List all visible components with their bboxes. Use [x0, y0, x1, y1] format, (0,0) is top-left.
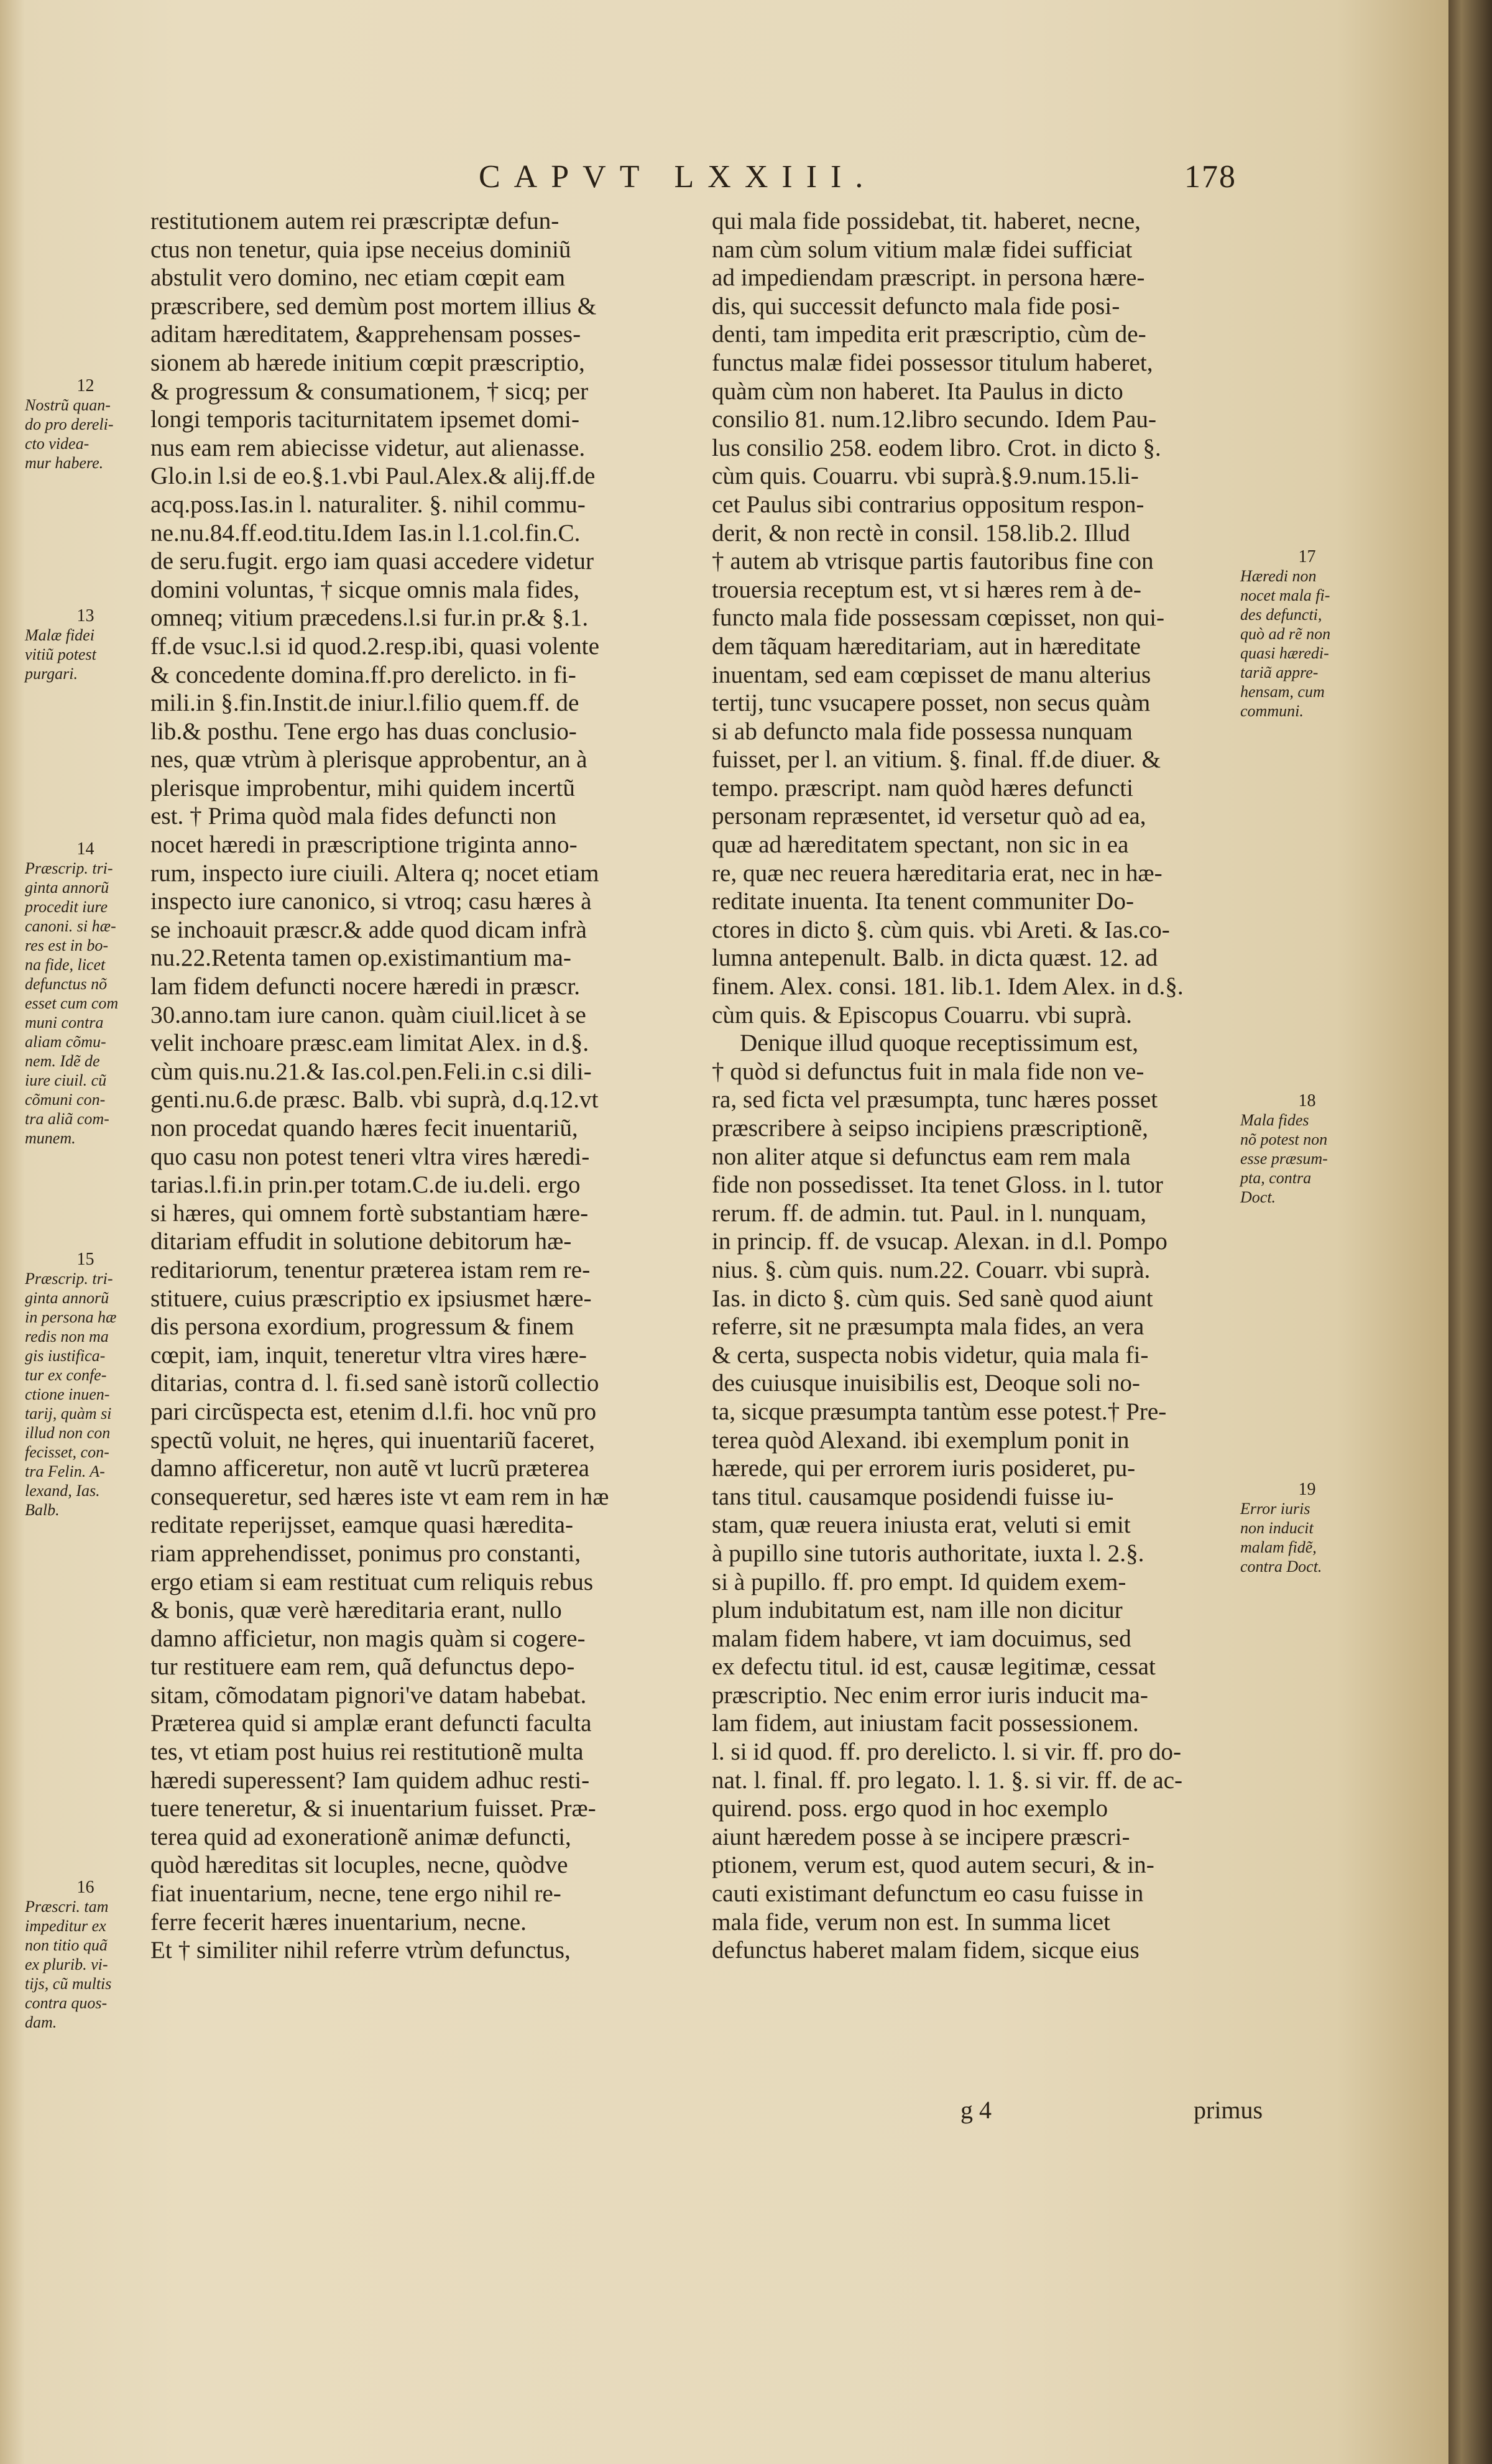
note-line: cto videa-	[25, 435, 90, 453]
note-line: esset cum com	[25, 994, 119, 1012]
text-line: consilio 81. num.12.libro secundo. Idem Pau-	[712, 406, 1157, 433]
text-line: sionem ab hærede initium cœpit præscriptio,	[150, 349, 585, 376]
text-line: & bonis, quæ verè hæreditaria erant, nullo	[150, 1597, 562, 1624]
text-line: tarias.l.fi.in prin.per totam.C.de iu.deli. ergo	[150, 1171, 581, 1199]
text-line: fiat inuentarium, necne, tene ergo nihil re-	[150, 1880, 561, 1908]
note-line: tariã appre-	[1240, 663, 1319, 681]
text-line: inspecto iure canonico, si vtroq; casu hæres à	[150, 888, 592, 915]
text-line: ferre fecerit hæres inuentarium, necne.	[150, 1908, 527, 1936]
text-line: Glo.in l.si de eo.§.1.vbi Paul.Alex.& alij.ff.de	[150, 463, 596, 490]
text-line: si à pupillo. ff. pro empt. Id quidem exem-	[712, 1568, 1126, 1595]
text-line: nes, quæ vtrùm à plerisque approbentur, an à	[150, 746, 587, 773]
margin-note-13	[25, 606, 146, 683]
note-line: Præscrip. tri-	[25, 1270, 113, 1288]
text-line: ta, sicque præsumpta tantùm esse potest.† Pre-	[712, 1398, 1167, 1425]
text-line: est. † Prima quòd mala fides defuncti non	[150, 803, 556, 830]
text-line: præscriptio. Nec enim error iuris inducit ma-	[712, 1681, 1148, 1709]
note-line: tra Felin. A-	[25, 1462, 105, 1480]
note-line: muni contra	[25, 1013, 104, 1031]
text-line: abstulit vero domino, nec etiam cœpit eam	[150, 264, 566, 292]
text-line: ditarias, contra d. l. fi.sed sanè istorũ collectio	[150, 1370, 599, 1397]
text-line: nu.22.Retenta tamen op.existimantium ma-	[150, 944, 571, 972]
margin-note-12	[25, 376, 146, 473]
catchword: primus	[1194, 2096, 1263, 2124]
text-line: longi temporis taciturnitatem ipsemet domi-	[150, 406, 579, 433]
text-line: & certa, suspecta nobis videtur, quia mala fi-	[712, 1341, 1149, 1368]
text-line: à pupillo sine tutoris authoritate, iuxta l. 2.§.	[712, 1539, 1144, 1567]
text-line: terea quid ad exonerationẽ animæ defuncti,	[150, 1823, 571, 1850]
text-line: † autem ab vtrisque partis fautoribus fine con	[712, 548, 1154, 575]
text-line: mili.in §.fin.Instit.de iniur.l.filio quem.ff. de	[150, 690, 579, 717]
note-line: Præscri. tam	[25, 1898, 109, 1916]
text-line: trouersia receptum est, vt si hæres rem à de-	[712, 576, 1141, 603]
text-line: quirend. poss. ergo quod in hoc exemplo	[712, 1795, 1108, 1822]
note-line: ex plurib. vi-	[25, 1955, 108, 1973]
text-line: cùm quis.nu.21.& Ias.col.pen.Feli.in c.si dili-	[150, 1058, 592, 1085]
text-line: l. si id quod. ff. pro derelicto. l. si vir. ff. pro do-	[712, 1738, 1181, 1766]
text-line: restitutionem autem rei præscriptæ defun-	[150, 208, 560, 234]
text-line: lus consilio 258. eodem libro. Crot. in dicto §.	[712, 434, 1161, 461]
note-line: nõ potest non	[1240, 1130, 1328, 1148]
text-line: qui mala fide possidebat, tit. haberet, necne,	[712, 208, 1141, 234]
text-line: domini voluntas, † sicque omnis mala fides,	[150, 576, 580, 603]
text-line: riam apprehendisset, ponimus pro constanti,	[150, 1539, 581, 1567]
note-line: canoni. si hæ-	[25, 917, 116, 935]
note-line: contra Doct.	[1240, 1557, 1322, 1576]
text-line: ctores in dicto §. cùm quis. vbi Areti. & Ias.co-	[712, 916, 1170, 943]
margin-note-19	[1240, 1480, 1374, 1576]
text-line: cauti existimant defunctum eo casu fuisse in	[712, 1880, 1144, 1908]
text-line: dem tãquam hæreditariam, aut in hæreditate	[712, 632, 1141, 660]
right-text-column	[712, 207, 1234, 1965]
text-line: non aliter atque si defunctus eam rem mala	[712, 1143, 1131, 1170]
text-line: si hæres, qui omnem fortè substantiam hære-	[150, 1199, 589, 1227]
note-line: Doct.	[1240, 1188, 1276, 1206]
text-line: quòd hæreditas sit locuples, necne, quòdve	[150, 1852, 568, 1879]
margin-note-18	[1240, 1091, 1374, 1207]
note-line: ctione inuen-	[25, 1385, 110, 1403]
note-number: 14	[76, 839, 94, 859]
text-line: referre, sit ne præsumpta mala fides, an vera	[712, 1313, 1144, 1340]
text-line: ptionem, verum est, quod autem securi, & in-	[712, 1852, 1154, 1879]
note-line: redis non ma	[25, 1327, 109, 1345]
text-line: rum, inspecto iure ciuili. Altera q; nocet etiam	[150, 859, 599, 887]
text-line: fuisset, per l. an vitium. §. final. ff.de diuer. &	[712, 746, 1161, 773]
text-line: reditariorum, tenentur præterea istam rem re-	[150, 1256, 591, 1283]
note-line: iure ciuil. cũ	[25, 1071, 107, 1089]
text-line: consequeretur, sed hæres iste vt eam rem in hæ	[150, 1483, 609, 1510]
note-line: tra aliã com-	[25, 1110, 109, 1128]
text-line: ditariam effudit in solutione debitorum hæ-	[150, 1228, 572, 1255]
note-line: illud non con	[25, 1424, 111, 1442]
margin-note-17	[1240, 547, 1374, 721]
note-line: non inducit	[1240, 1519, 1314, 1537]
note-line: tur ex confe-	[25, 1366, 107, 1384]
note-line: Hæredi non	[1240, 567, 1317, 585]
text-line: spectũ voluit, ne hęres, qui inuentariũ faceret,	[150, 1426, 595, 1454]
text-line: se inchoauit præscr.& adde quod dicam infrà	[150, 916, 587, 943]
text-line: malam fidem habere, vt iam docuimus, sed	[712, 1625, 1131, 1652]
text-line: fide non possedisset. Ita tenet Gloss. in l. tutor	[712, 1171, 1163, 1199]
text-line: † quòd si defunctus fuit in mala fide non ve-	[712, 1058, 1144, 1085]
text-line: lumna antepenult. Balb. in dicta quæst. 12. ad	[712, 944, 1158, 972]
text-line: in princip. ff. de vsucap. Alexan. in d.l. Pompo	[712, 1228, 1167, 1255]
note-line: des defuncti,	[1240, 606, 1322, 624]
note-line: Præscrip. tri-	[25, 859, 113, 877]
text-line: denti, tam impedita erit præscriptio, cùm de-	[712, 321, 1146, 348]
note-line: gis iustifica-	[25, 1347, 106, 1365]
text-line: nam cùm solum vitium malæ fidei sufficiat	[712, 236, 1133, 263]
text-line: nus eam rem abiecisse videtur, aut alienasse.	[150, 434, 586, 461]
text-line: tempo. præscript. nam quòd hæres defuncti	[712, 774, 1134, 801]
text-line: acq.poss.Ias.in l. naturaliter. §. nihil commu-	[150, 491, 586, 518]
margin-note-16	[25, 1878, 146, 2032]
text-line: de seru.fugit. ergo iam quasi accedere videtur	[150, 548, 594, 575]
note-line: na fide, licet	[25, 956, 106, 974]
text-line: tuere teneretur, & si inuentarium fuisset. Præ-	[150, 1795, 596, 1822]
note-line: mur habere.	[25, 454, 104, 472]
text-line: pari circũspecta est, etenim d.l.fi. hoc vnũ pro	[150, 1398, 597, 1425]
note-line: tarij, quàm si	[25, 1405, 112, 1423]
text-line: si ab defuncto mala fide possessa nunquam	[712, 718, 1133, 745]
note-line: ginta annorũ	[25, 879, 109, 897]
text-line: lib.& posthu. Tene ergo has duas conclusio-	[150, 718, 577, 745]
note-line: malam fidẽ,	[1240, 1538, 1317, 1556]
text-line: ctus non tenetur, quia ipse neceius dominiũ	[150, 236, 571, 263]
text-line: plerisque improbentur, mihi quidem incertũ	[150, 774, 575, 801]
note-line: Malæ fidei	[25, 626, 94, 644]
note-line: defunctus nõ	[25, 975, 108, 993]
text-line: præscribere, sed demùm post mortem illius &	[150, 292, 597, 320]
note-line: quò ad rẽ non	[1240, 625, 1331, 643]
text-line: velit inchoare præsc.eam limitat Alex. in d.§.	[150, 1030, 589, 1057]
text-line: personam repræsentet, id versetur quò ad ea,	[712, 803, 1146, 830]
note-line: fecisset, con-	[25, 1443, 109, 1461]
text-line: cùm quis. & Episcopus Couarru. vbi suprà.	[712, 1001, 1132, 1028]
note-line: nocet mala fi-	[1240, 586, 1330, 604]
note-line: ginta annorũ	[25, 1289, 109, 1307]
text-line: re, quæ nec reuera hæreditaria erat, nec in hæ-	[712, 859, 1163, 887]
note-line: Error iuris	[1240, 1500, 1310, 1518]
note-line: impeditur ex	[25, 1917, 106, 1935]
note-line: hensam, cum	[1240, 683, 1325, 701]
text-line: tes, vt etiam post huius rei restitutionẽ multa	[150, 1738, 584, 1766]
text-line: omneq; vitium præcedens.l.si fur.in pr.& §.1.	[150, 604, 589, 632]
text-line: 30.anno.tam iure canon. quàm ciuil.licet à se	[150, 1001, 586, 1028]
note-line: in persona hæ	[25, 1308, 117, 1326]
text-line: ex defectu titul. id est, causæ legitimæ, cessat	[712, 1653, 1156, 1681]
text-line: reditate inuenta. Ita tenent communiter Do-	[712, 888, 1134, 915]
note-number: 15	[76, 1250, 94, 1269]
note-line: dam.	[25, 2013, 57, 2031]
margin-note-14	[25, 839, 146, 1148]
text-line: tur restituere eam rem, quã defunctus depo-	[150, 1653, 575, 1681]
text-line: nat. l. final. ff. pro legato. l. 1. §. si vir. ff. de ac-	[712, 1766, 1183, 1794]
text-line: quàm cùm non haberet. Ita Paulus in dicto	[712, 377, 1123, 405]
note-number: 13	[76, 606, 94, 625]
note-line: vitiũ potest	[25, 645, 96, 663]
note-line: Mala fides	[1240, 1111, 1309, 1129]
text-line: rerum. ff. de admin. tut. Paul. in l. nunquam,	[712, 1199, 1147, 1227]
text-line: derit, & non rectè in consil. 158.lib.2. Illud	[712, 519, 1130, 547]
note-line: contra quos-	[25, 1994, 108, 2012]
text-line: dis persona exordium, progressum & finem	[150, 1313, 574, 1340]
text-line: præscribere à seipso incipiens præscriptionẽ,	[712, 1115, 1148, 1142]
note-line: res est in bo-	[25, 936, 109, 954]
note-number: 16	[76, 1878, 94, 1897]
text-line: Et † similiter nihil referre vtrùm defunctus,	[150, 1937, 571, 1964]
text-line: Præterea quid si amplæ erant defuncti faculta	[150, 1710, 592, 1737]
note-line: cõmuni con-	[25, 1091, 106, 1109]
text-line: stam, quæ reuera iniusta erat, veluti si emit	[712, 1511, 1131, 1539]
note-line: lexand, Ias.	[25, 1482, 100, 1500]
text-line: cet Paulus sibi contrarius oppositum respon-	[712, 491, 1144, 518]
note-line: purgari.	[25, 665, 78, 683]
text-line: lam fidem defuncti nocere hæredi in præscr.	[150, 973, 581, 1000]
note-line: quasi hæredi-	[1240, 644, 1329, 662]
margin-note-15	[25, 1250, 146, 1520]
text-line: functo mala fide possessam cœpisset, non qui-	[712, 604, 1165, 632]
text-line: sitam, cõmodatam pignori've datam habebat.	[150, 1681, 587, 1709]
text-line: cœpit, iam, inquit, teneretur vltra vires hære-	[150, 1341, 587, 1368]
text-line: tans titul. causamque posidendi fuisse iu-	[712, 1483, 1114, 1510]
note-line: nem. Idẽ de	[25, 1052, 100, 1070]
text-line: & concedente domina.ff.pro derelicto. in fi-	[150, 661, 576, 688]
text-line: tertij, tunc vsucapere posset, non secus quàm	[712, 690, 1151, 717]
text-line: inuentam, sed eam cœpisset de manu alterius	[712, 661, 1151, 688]
note-line: communi.	[1240, 702, 1304, 720]
note-line: pta, contra	[1240, 1169, 1312, 1187]
note-line: do pro dereli-	[25, 415, 114, 433]
book-binding-edge	[1448, 0, 1492, 2464]
text-line: Denique illud quoque receptissimum est,	[740, 1030, 1139, 1057]
text-line: Ias. in dicto §. cùm quis. Sed sanè quod aiunt	[712, 1285, 1153, 1312]
note-number: 18	[1298, 1091, 1316, 1110]
text-line: plum indubitatum est, nam ille non dicitur	[712, 1597, 1123, 1624]
text-line: nius. §. cùm quis. num.22. Couarr. vbi suprà.	[712, 1256, 1151, 1283]
note-line: procedit iure	[25, 898, 108, 916]
note-line: Balb.	[25, 1501, 60, 1519]
text-line: ne.nu.84.ff.eod.titu.Idem Ias.in l.1.col.fin.C.	[150, 519, 581, 547]
text-line: reditate reperijsset, eamque quasi hæredita-	[150, 1511, 574, 1539]
text-line: ergo etiam si eam restituat cum reliquis rebus	[150, 1568, 594, 1595]
note-line: tijs, cũ multis	[25, 1975, 112, 1993]
text-line: dis, qui successit defuncto mala fide posi-	[712, 292, 1120, 320]
note-number: 17	[1298, 547, 1316, 566]
note-number: 12	[76, 376, 94, 395]
note-line: aliam cõmu-	[25, 1033, 106, 1051]
left-text-column	[150, 207, 666, 1965]
text-line: cùm quis. Couarru. vbi suprà.§.9.num.15.li-	[712, 463, 1139, 490]
text-line: & progressum & consumationem, † sicq; per	[150, 377, 589, 405]
text-line: hæredi superessent? Iam quidem adhuc resti-	[150, 1766, 590, 1794]
running-head: CAPVT LXXIII.	[479, 159, 877, 195]
text-line: lam fidem, aut iniustam facit possessionem.	[712, 1710, 1139, 1737]
text-line: genti.nu.6.de præsc. Balb. vbi suprà, d.q.12.vt	[150, 1086, 599, 1114]
note-line: Nostrũ quan-	[25, 396, 111, 414]
note-line: esse præsum-	[1240, 1150, 1328, 1168]
text-line: ff.de vsuc.l.si id quod.2.resp.ibi, quasi volente	[150, 632, 599, 660]
note-line: non titio quã	[25, 1936, 108, 1954]
text-line: aiunt hæredem posse à se incipere præscri-	[712, 1823, 1130, 1850]
text-line: ra, sed ficta vel præsumpta, tunc hæres posset	[712, 1086, 1158, 1114]
text-line: quæ ad hæreditatem spectant, non sic in ea	[712, 831, 1129, 859]
text-line: ad impediendam præscript. in persona hære-	[712, 264, 1145, 292]
text-line: defunctus haberet malam fidem, sicque eius	[712, 1937, 1140, 1964]
note-number: 19	[1298, 1480, 1316, 1499]
text-line: hærede, qui per errorem iuris posideret, pu-	[712, 1455, 1136, 1482]
text-line: damno afficeretur, non autẽ vt lucrũ præterea	[150, 1455, 590, 1482]
signature-mark: g 4	[960, 2096, 992, 2124]
text-line: damno afficietur, non magis quàm si cogere-	[150, 1625, 586, 1652]
text-line: finem. Alex. consi. 181. lib.1. Idem Alex. in d.§.	[712, 973, 1184, 1000]
note-line: munem.	[25, 1129, 76, 1147]
text-line: nocet hæredi in præscriptione triginta anno-	[150, 831, 578, 859]
text-line: stituere, cuius præscriptio ex ipsiusmet hære-	[150, 1285, 592, 1312]
text-line: des cuiusque inuisibilis est, Deoque soli no-	[712, 1370, 1140, 1397]
text-line: non procedat quando hæres fecit inuentariũ,	[150, 1115, 578, 1142]
text-line: quo casu non potest teneri vltra vires hæredi-	[150, 1143, 590, 1170]
text-line: terea quòd Alexand. ibi exemplum ponit in	[712, 1426, 1130, 1454]
text-line: mala fide, verum non est. In summa licet	[712, 1908, 1110, 1936]
text-line: aditam hæreditatem, &apprehensam posses-	[150, 321, 581, 348]
page-number: 178	[1184, 159, 1236, 195]
text-line: functus malæ fidei possessor titulum haberet,	[712, 349, 1153, 376]
